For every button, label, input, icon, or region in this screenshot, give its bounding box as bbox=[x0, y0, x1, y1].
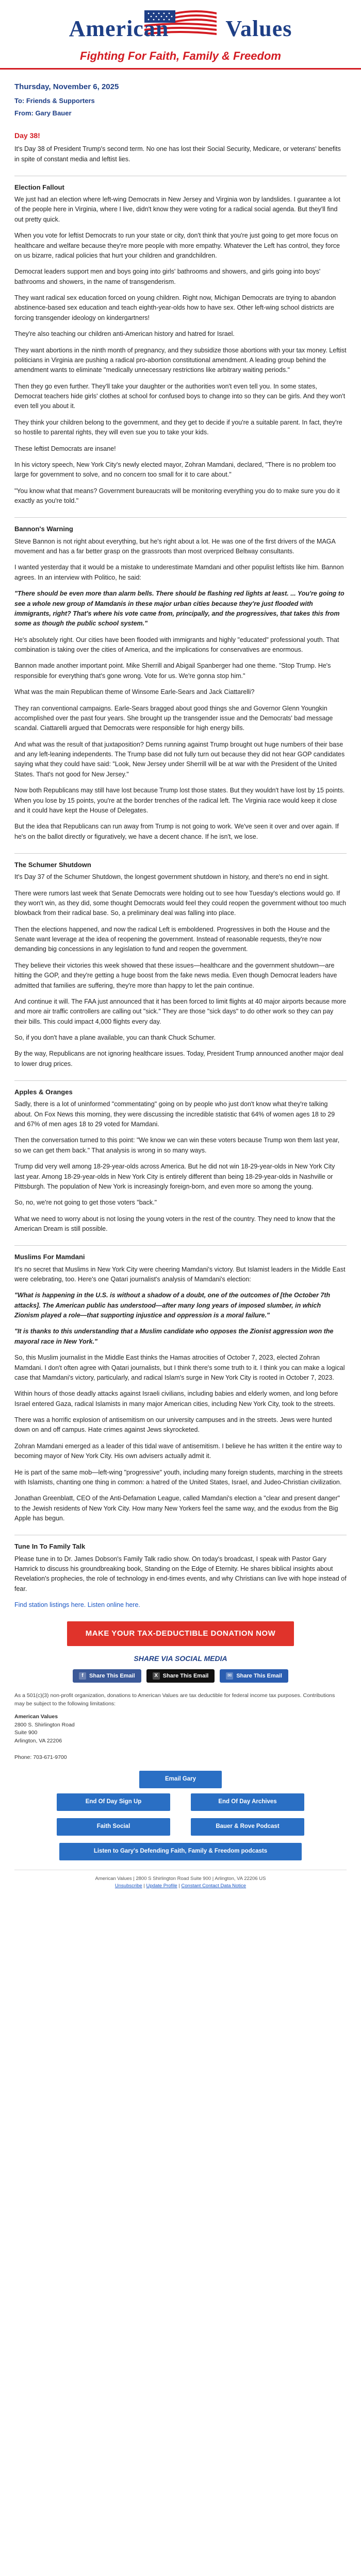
share-row bbox=[14, 1669, 347, 1683]
donate-button[interactable]: MAKE YOUR TAX-DEDUCTIBLE DONATION NOW bbox=[67, 1621, 294, 1646]
paragraph: Sadly, there is a lot of uninformed "commentating" going on by people who just don't know what they're talking about. On Fox News this morning, they were discussing the incredible statistic that 64% of women ages 18 to 29 and 67% of men ages 18 to 29 voted for Mamdani. bbox=[14, 1100, 335, 1128]
section-title-bannon: Bannon's Warning bbox=[14, 517, 347, 534]
paragraph: They think your children belong to the government, and they get to decide if you're a suitable parent. In fact, they're so hostile to parental rights, they will even sue you to take your kids. bbox=[14, 418, 342, 436]
day-counter: Day 38! bbox=[14, 131, 40, 140]
x-icon: X bbox=[153, 1672, 160, 1680]
share-x-label: Share This Email bbox=[162, 1672, 209, 1679]
paragraph: They're also teaching our children anti-American history and hatred for Israel. bbox=[14, 330, 235, 338]
paragraph: There were rumors last week that Senate Democrats were holding out to see how Tuesday's elections would go. If they won't win, as they did, some thought Democrats would feel they could reopen the government without too much blowback from their radical base. So, a preliminary deal was falling into place. bbox=[14, 889, 347, 917]
unsubscribe-link[interactable]: Unsubscribe bbox=[114, 1883, 142, 1889]
logo bbox=[0, 15, 361, 42]
logo-word-values: Values bbox=[225, 16, 292, 41]
paragraph: They ran conventional campaigns. Earle-Sears bragged about good things she and Governor Glenn Youngkin accomplished over the past four years. She brought up the transgender issue and the Democrats' bad message scandal. Ciattarelli argued that Democrats were responsible for high energy bills. bbox=[14, 704, 333, 732]
paragraph: These leftist Democrats are insane! bbox=[14, 445, 116, 452]
share-facebook-button[interactable] bbox=[73, 1669, 141, 1683]
paragraph: Trump did very well among 18-29-year-olds across America. But he did not win 18-29-year-olds in New York City last year. Among 18-29-year-olds in New York City is entirely different than being 18-29-year-olds in Nashville or Pittsburgh. The population of New York is increasingly foreign-born, and even more so among the young. bbox=[14, 1163, 335, 1190]
org-address bbox=[14, 1713, 347, 1762]
paragraph: There was a horrific explosion of antisemitism on our university campuses and in the streets. Jews were hunted down on and off campus. Hate crimes against Jews skyrocketed. bbox=[14, 1416, 332, 1434]
data-notice-link[interactable]: Constant Contact Data Notice bbox=[181, 1883, 247, 1889]
tax-disclaimer: As a 501(c)(3) non-profit organization, donations to American Values are tax deductible for federal income tax purposes. Contributions may be subject to the following limitations: bbox=[14, 1692, 335, 1707]
section-title-shutdown: The Schumer Shutdown bbox=[14, 853, 347, 870]
address-city: Arlington, VA 22206 bbox=[14, 1738, 62, 1744]
paragraph: "You know what that means? Government bureaucrats will be monitoring everything you do to make sure you do it exactly as you're told." bbox=[14, 487, 340, 505]
paragraph: Within hours of those deadly attacks against Israeli civilians, including babies and elderly women, and long before Israel entered Gaza, radical Islamists in many major American cities, including New York City, took to the streets. bbox=[14, 1390, 338, 1408]
email-date: Thursday, November 6, 2025 bbox=[14, 82, 119, 91]
paragraph: So, no, we're not going to get those voters "back." bbox=[14, 1199, 157, 1207]
share-email-label: Share This Email bbox=[236, 1672, 282, 1679]
station-listings-link[interactable]: Find station listings here. Listen online here. bbox=[14, 1601, 140, 1609]
paragraph: What was the main Republican theme of Winsome Earle-Sears and Jack Ciattarelli? bbox=[14, 688, 255, 696]
quote-paragraph: "It is thanks to this understanding that a Muslim candidate who opposes the Zionist aggression won the mayoral race in New York." bbox=[14, 1328, 334, 1345]
paragraph: Bannon made another important point. Mike Sherrill and Abigail Spanberger had one theme. "Stop Trump. He's responsible for everything that's gone wrong. Vote for us. We're gonna stop him." bbox=[14, 662, 331, 680]
paragraph: I wanted yesterday that it would be a mistake to underestimate Mamdani and other populist leftists like him. Bannon agrees. In an interview with Politico, he said: bbox=[14, 564, 344, 581]
facebook-icon: f bbox=[79, 1672, 86, 1680]
end-of-day-archives-button[interactable]: End Of Day Archives bbox=[191, 1793, 304, 1811]
end-of-day-sign-up-button[interactable]: End Of Day Sign Up bbox=[57, 1793, 170, 1811]
paragraph: Jonathan Greenblatt, CEO of the Anti-Defamation League, called Mamdani's election a "clear and present danger" to the Jewish residents of New York City. How many New Yorkers feel the same way, and the exodus from the Big Apple has begun. bbox=[14, 1495, 340, 1522]
listen-row bbox=[14, 1843, 347, 1860]
button-grid-2 bbox=[14, 1818, 347, 1836]
paragraph: Steve Bannon is not right about everything, but he's right about a lot. He was one of the first drivers of the MAGA movement and has a far better grasp on the grassroots than most overpriced Beltway consultants. bbox=[14, 537, 336, 555]
section-title-apples: Apples & Oranges bbox=[14, 1080, 347, 1097]
intro-paragraph: It's Day 38 of President Trump's second term. No one has lost their Social Security, Medicare, or veterans' benefits in spite of constant media and leftist lies. bbox=[14, 145, 341, 163]
share-title: SHARE VIA SOCIAL MEDIA bbox=[134, 1654, 227, 1663]
podcast-button[interactable]: Bauer & Rove Podcast bbox=[191, 1818, 304, 1836]
tagline-bar bbox=[0, 46, 361, 70]
paragraph: We just had an election where left-wing Democrats in New Jersey and Virginia won by landslides. I guarantee a lot of the people here in Virginia, where I live, didn't know they were voting for a radical social agenda. But they'll find out pretty quick. bbox=[14, 196, 340, 223]
email-from: From: Gary Bauer bbox=[14, 109, 72, 117]
paragraph: And continue it will. The FAA just announced that it has been forced to limit flights at 40 major airports because more and more air traffic controllers are calling out "sick." They are those "sick days" to do other work so they can pay their bills. This could impact 4,000 flights every day. bbox=[14, 997, 347, 1025]
paragraph: He's absolutely right. Our cities have been flooded with immigrants and highly "educated" professional youth. That combination is taking over the cities of America, and the implications for conservatives are enormous. bbox=[14, 636, 339, 653]
email-icon: ✉ bbox=[226, 1672, 233, 1680]
paragraph: Then the elections happened, and now the radical Left is emboldened. Progressives in both the House and the Senate want leverage at the idea of reopening the government. Instead of reasonable requests, they're now demanding big concessions in any legislation to fund and reopen the government. bbox=[14, 925, 330, 953]
section-title-muslims: Muslims For Mamdani bbox=[14, 1245, 347, 1262]
masthead bbox=[0, 0, 361, 46]
update-profile-link[interactable]: Update Profile bbox=[146, 1883, 177, 1889]
tagline: Fighting For Faith, Family & Freedom bbox=[80, 49, 281, 62]
paragraph: But the idea that Republicans can run away from Trump is not going to work. We've seen it over and over again. If he's on the ballot directly or figuratively, we have a decent chance. If he isn't, we lose. bbox=[14, 823, 339, 840]
donate-row bbox=[14, 1621, 347, 1646]
address-org: American Values bbox=[14, 1713, 58, 1720]
paragraph: In his victory speech, New York City's newly elected mayor, Zohran Mamdani, declared, "There is no problem too large for government to solve, and no concern too small for it to care about." bbox=[14, 461, 336, 479]
paragraph: Now both Republicans may still have lost because Trump lost those states. But they wouldn't have lost by 15 points. When you lose by 15 points, you're at the border trenches of the radical left. The Virginia race would keep it close and it could have kept the House of Delegates. bbox=[14, 787, 345, 814]
button-grid-1 bbox=[14, 1793, 347, 1811]
faith-social-button[interactable]: Faith Social bbox=[57, 1818, 170, 1836]
paragraph: Please tune in to Dr. James Dobson's Family Talk radio show. On today's broadcast, I speak with Pastor Gary Hamrick to discuss his groundbreaking book, Standing on the Edge of Eternity. He shares biblical insights about Revelation's prophecies, the role of technology in end-times events, and why Christians can live with hope instead of fear. bbox=[14, 1555, 347, 1592]
paragraph: So, if you don't have a plane available, you can thank Chuck Schumer. bbox=[14, 1034, 216, 1042]
address-street: 2800 S. Shirlington Road bbox=[14, 1721, 75, 1728]
logo-word-american: American bbox=[69, 16, 169, 41]
share-x-button[interactable] bbox=[146, 1669, 215, 1683]
paragraph: When you vote for leftist Democrats to run your state or city, don't think that you're just going to get more focus on healthcare and welfare because they're more people with more empathy. Whatever the Left has control, they force on us bizarre, radical policies that hurt your children and grandchildren. bbox=[14, 232, 340, 259]
paragraph: They believe their victories this week showed that these issues—healthcare and the government shutdown—are hitting the GOP, and they're getting a huge boost from the fake news media. Even though Democrat leaders have admitted that families are suffering, they're more than happy to let the pain continue. bbox=[14, 961, 337, 989]
paragraph: And what was the result of that juxtaposition? Dems running against Trump brought out huge numbers of their base and any left-leaning independents. The Trump base did not fully turn out because they did not hear GOP candidates saying what they could have said: "Look, New Jersey under Sherrill will be at war with the President of the United States. That's not good for New Jersey." bbox=[14, 740, 345, 778]
email-gary-row bbox=[14, 1771, 347, 1788]
paragraph: They want radical sex education forced on young children. Right now, Michigan Democrats are trying to abandon abstinence-based sex education and teach eighth-year-olds how to have sex. Other left-wing school districts are forcing transgender ideology on kindergartners! bbox=[14, 294, 336, 321]
section-title-family-talk: Tune In To Family Talk bbox=[14, 1535, 347, 1552]
quote-paragraph: "There should be even more than alarm bells. There should be flashing red lights at least. ... You're going to see a whole new group of Mamdanis in these major urban cities because they're just flooded with immigrants, right? That's where his vote came from, principally, and the progressives, that takes this from some as though the public school system." bbox=[14, 590, 344, 628]
footer-address: American Values | 2800 S Shirlington Road Suite 900 | Arlington, VA 22206 US bbox=[95, 1875, 266, 1882]
paragraph: He is part of the same mob—left-wing "progressive" youth, including many foreign students, marching in the streets with Islamists, chanting one thing in common: a hatred of the United States, Israel, and Judeo-Christian civilization. bbox=[14, 1468, 343, 1486]
share-email-button[interactable] bbox=[220, 1669, 288, 1683]
share-facebook-label: Share This Email bbox=[89, 1672, 135, 1679]
footer: American Values | 2800 S Shirlington Road Suite 900 | Arlington, VA 22206 US Unsubscribe | Update Profile | Constant Contact Data Notice bbox=[14, 1870, 347, 1897]
paragraph: Then they go even further. They'll take your daughter or the authorities won't even tell you. In some states, Democrat teachers hide girls' clothes at school for confused boys to change into so they can be girls. And they won't even tell you about it. bbox=[14, 382, 346, 410]
email-to: To: Friends & Supporters bbox=[14, 97, 95, 105]
email-gary-button[interactable]: Email Gary bbox=[139, 1771, 222, 1788]
paragraph: Zohran Mamdani emerged as a leader of this tidal wave of antisemitism. I believe he has written it the entire way to becoming mayor of New York City. His own advisers actually admit it. bbox=[14, 1442, 342, 1460]
paragraph: So, this Muslim journalist in the Middle East thinks the Hamas atrocities of October 7, 2023, elected Zohran Mamdani. I don't often agree with Qatari journalists, but I think there's some truth to it. I think you can make a logical case that Mamdani's victory, particularly, and radical Islam's surge in New York City is rooted in October 7, 2023. bbox=[14, 1354, 345, 1381]
paragraph: By the way, Republicans are not ignoring healthcare issues. Today, President Trump announced another major deal to lower drug prices. bbox=[14, 1050, 343, 1067]
paragraph: It's no secret that Muslims in New York City were cheering Mamdani's victory. But Islamist leaders in the Middle East were celebrating, too. Here's one Qatari journalist's analysis of Mamdani's election: bbox=[14, 1265, 346, 1283]
paragraph: They want abortions in the ninth month of pregnancy, and they subsidize those abortions with your tax money. Leftist politicians in Virginia are pushing a radical pro-abortion constitutional amendment. A leading group behind the amendment wants to eliminate "medically unnecessary restrictions like arbitrary waiting periods." bbox=[14, 346, 347, 374]
paragraph: Then the conversation turned to this point: "We know we can win these voters because Trump won them last year, so we can get them back." That analysis is wrong in so many ways. bbox=[14, 1137, 340, 1154]
paragraph: It's Day 37 of the Schumer Shutdown, the longest government shutdown in history, and there's no end in sight. bbox=[14, 873, 329, 881]
paragraph: Democrat leaders support men and boys going into girls' bathrooms and showers, and girls going into boys' bathrooms and showers, in the name of transgenderism. bbox=[14, 268, 321, 285]
address-suite: Suite 900 bbox=[14, 1730, 38, 1736]
email-content bbox=[0, 70, 361, 1903]
section-title-election: Election Fallout bbox=[14, 176, 347, 193]
paragraph: What we need to worry about is not losing the young voters in the rest of the country. They need to know that the American Dream is still possible. bbox=[14, 1215, 336, 1233]
listen-podcasts-button[interactable]: Listen to Gary's Defending Faith, Family & Freedom podcasts bbox=[59, 1843, 302, 1860]
quote-paragraph: "What is happening in the U.S. is without a shadow of a doubt, one of the outcomes of [the October 7th attacks]. The American public has understood—after many long years of imposed slumber, in which Zionism played a role—that supporting injustice and oppression is a moral failure." bbox=[14, 1292, 331, 1319]
address-phone: Phone: 703-671-9700 bbox=[14, 1754, 67, 1760]
